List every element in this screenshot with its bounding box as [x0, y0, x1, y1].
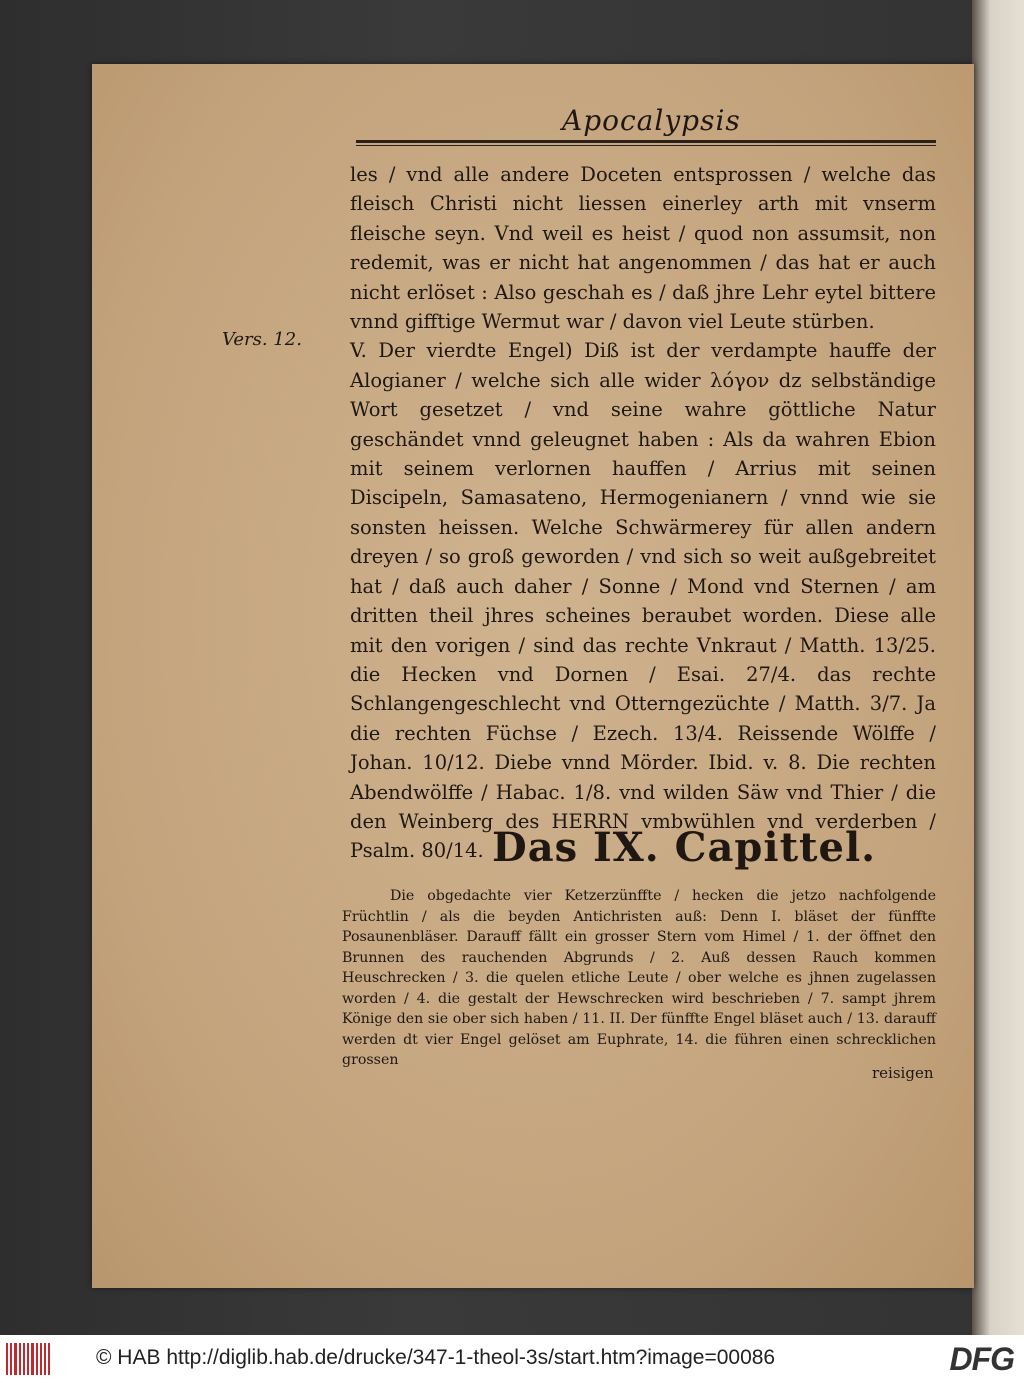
paragraph-1: les / vnd alle andere Doceten entsprossen / welche das fleisch Christi nicht liessen einerley arth mit vnserm fleische seyn. Vnd weil es heist / quod non assumsit, non redemit, was er nicht hat angenommen / das hat er auch nicht erlöset : Also geschah es / daß jhre Lehr eytel bittere vnnd gifftige Wermut war / davon viel Leute stürben. — [350, 163, 936, 334]
citation-link[interactable]: © HAB http://diglib.hab.de/drucke/347-1-theol-3s/start.htm?image=00086 — [96, 1346, 776, 1369]
margin-verse-note: Vers. 12. — [222, 329, 302, 350]
hab-barcode-icon — [6, 1343, 50, 1375]
catchword: reisigen — [872, 1064, 934, 1082]
running-title: Apocalypsis — [562, 104, 741, 137]
chapter-heading: Das IX. Capittel. — [492, 824, 877, 871]
viewer-footer — [0, 1335, 1024, 1383]
chapter-summary — [342, 886, 936, 1071]
summary-text: Die obgedachte vier Ketzerzünffte / hecken die jetzo nachfolgende Früchtlin / als die beyden Antichristen auß: Denn I. bläset der fünffte Posaunenbläser. Darauff fällt ein grosser Stern vom Himel / 1. der öffnet den Brunnen des rauchenden Abgrunds / 2. Auß dessen Rauch kommen Heuschrecken / 3. die quelen etliche Leute / ober welche es jhnen zugelassen worden / 4. die gestalt der Hewschrecken wird beschrieben / 7. sampt jhrem Könige den sie ober sich haben / 11. II. Der fünffte Engel bläset auch / 13. darauff werden dt vier Engel gelöset am Euphrate, 14. die führen einen schrecklichen grossen — [342, 888, 936, 1068]
header-rule — [356, 140, 936, 146]
paragraph-2: V. Der vierdte Engel) Diß ist der verdampte hauffe der Alogianer / welche sich alle wider λόγον dz selbständige Wort gesetzet / vnd seine wahre göttliche Natur geschändet vnnd geleugnet haben : Als da wahren Ebion mit seinem verlornen hauffen / Arrius mit seinen Discipeln, Samasateno, Hermogenianern / vnnd wie sie sonsten heissen. Welche Schwärmerey für allen andern dreyen / so groß geworden / vnd sich so weit außgebreitet hat / daß auch daher / Sonne / Mond vnd Sternen / am dritten theil jhres scheines beraubet worden. Diese alle mit den vorigen / sind das rechte Vnkraut / Matth. 13/25. die Hecken vnd Dornen / Esai. 27/4. das rechte Schlangengeschlecht vnd Otterngezüchte / Matth. 3/7. Ja die rechten Füchse / Ezech. 13/4. Reissende Wölffe / Johan. 10/12. Diebe vnnd Mörder. Ibid. v. 8. Die rechten Abendwölffe / Habac. 1/8. vnd wilden Säw vnd Thier / die den Weinberg des HERRN vmbwühlen vnd verderben / Psalm. 80/14. — [350, 339, 936, 863]
book-edge — [972, 0, 1024, 1335]
book-page — [92, 64, 974, 1288]
main-text — [350, 160, 936, 866]
dfg-logo: DFG — [949, 1341, 1014, 1377]
